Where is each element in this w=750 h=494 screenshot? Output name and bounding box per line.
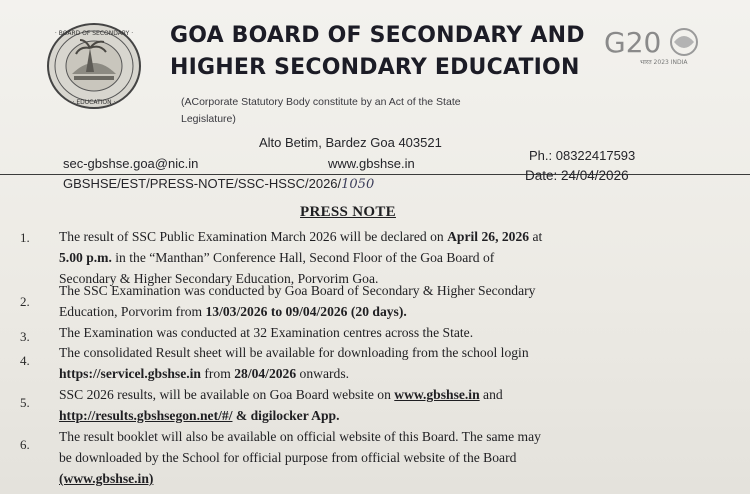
item-number: 2. xyxy=(20,294,30,309)
list-item: The SSC Examination was conducted by Goa Board of Secondary & Higher Secondary Education, Porvorim from 13/03/2026 to 09/04/2026 (20 days). xyxy=(59,283,536,319)
g20-logo-subtext: भारत 2023 INDIA xyxy=(640,59,688,66)
reference-number-text: GBSHSE/EST/PRESS-NOTE/SSC-HSSC/2026/ xyxy=(63,176,342,191)
board-title xyxy=(170,20,590,84)
g20-logo xyxy=(604,24,714,68)
list-item: SSC 2026 results, will be available on Goa Board website on www.gbshse.in and http://results.gbshsegon.net/#/ & digilocker App. xyxy=(59,387,503,423)
item-number: 6. xyxy=(20,437,30,452)
list-item: The result of SSC Public Examination March 2026 will be declared on April 26, 2026 at 5.00 p.m. in the “Manthan” Conference Hall, Second Floor of the Goa Board of Secondary & Higher Secondary Education, Porvorim Goa. xyxy=(59,229,543,286)
board-email: sec-gbshse.goa@nic.in xyxy=(63,156,199,171)
list-item: The result booklet will also be available on official website of this Board. The same may be downloaded by the School for official purpose from official website of the Board (www.gbshse.in) xyxy=(59,426,669,489)
board-phone: Ph.: 08322417593 xyxy=(529,148,636,163)
board-seal-logo xyxy=(46,22,142,110)
header-divider xyxy=(0,174,750,175)
item-number: 4. xyxy=(20,353,30,368)
item-number: 5. xyxy=(20,395,30,410)
subtitle-line2: Legislature) xyxy=(181,113,236,125)
board-website: www.gbshse.in xyxy=(328,156,415,171)
board-subtitle xyxy=(181,94,541,128)
press-note-heading: PRESS NOTE xyxy=(300,204,396,220)
notice-date: Date: 24/04/2026 xyxy=(525,168,629,183)
item-number: 1. xyxy=(20,230,30,245)
results-link[interactable]: http://results.gbshsegon.net/#/ xyxy=(59,408,233,423)
board-website-link[interactable]: (www.gbshse.in) xyxy=(59,471,154,486)
g20-logo-text: G20 xyxy=(604,26,662,59)
item-number: 3. xyxy=(20,329,30,344)
website-link[interactable]: www.gbshse.in xyxy=(394,387,480,402)
reference-number xyxy=(63,176,374,192)
board-title-line2: HIGHER SECONDARY EDUCATION xyxy=(170,55,580,80)
svg-text:· BOARD OF SECONDARY ·: · BOARD OF SECONDARY · xyxy=(54,30,134,37)
list-item: The consolidated Result sheet will be available for downloading from the school login https://servicel.gbshse.in from 28/04/2026 onwards. xyxy=(59,345,529,381)
subtitle-line1: (ACorporate Statutory Body constitute by an Act of the State xyxy=(181,96,461,108)
board-title-line1: GOA BOARD OF SECONDARY AND xyxy=(170,23,585,48)
list-item: The Examination was conducted at 32 Examination centres across the State. xyxy=(59,325,474,340)
reference-number-handwritten: 1050 xyxy=(341,177,375,192)
board-address: Alto Betim, Bardez Goa 403521 xyxy=(259,135,442,150)
svg-text:· EDUCATION ·: · EDUCATION · xyxy=(72,99,116,106)
